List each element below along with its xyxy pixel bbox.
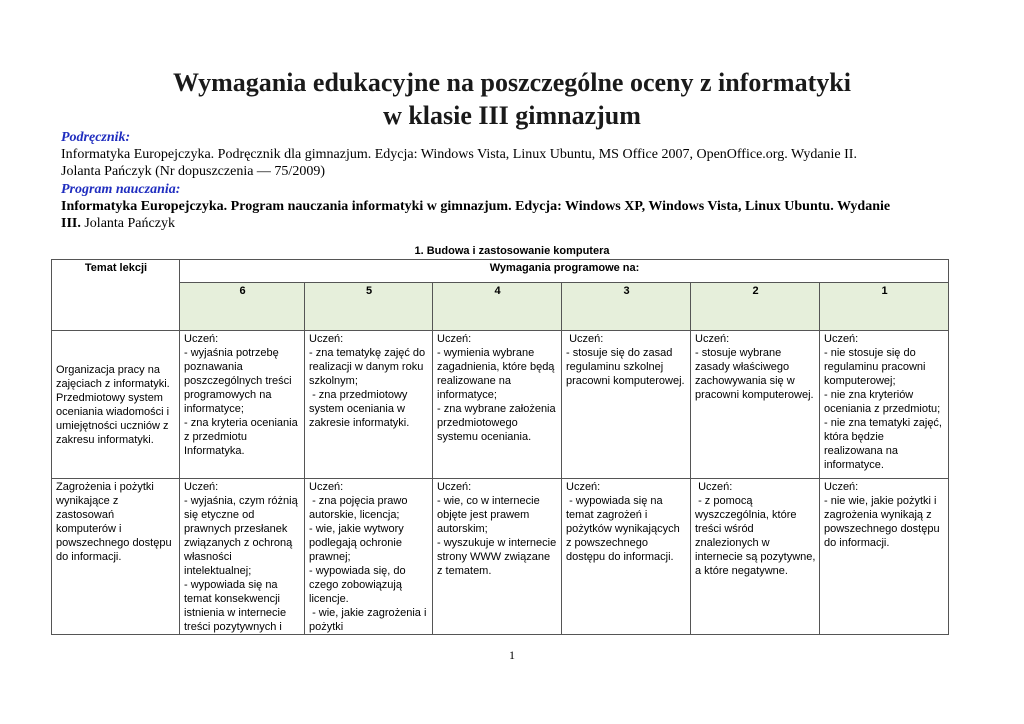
program-text: Informatyka Europejczyka. Program nauczania informatyki w gimnazjum. Edycja: Windows XP, Windows Vista, Linux Ubuntu. Wydanie <box>61 199 891 214</box>
requirement-cell-4: Uczeń: - wie, co w internecie objęte jest prawem autorskim; - wyszukuje w internecie strony WWW związane z tematem. <box>433 479 562 635</box>
textbook-label: Podręcznik: <box>61 130 131 145</box>
grade-header-2: 2 <box>691 283 820 331</box>
textbook-line1: Informatyka Europejczyka. Podręcznik dla gimnazjum. Edycja: Windows Vista, Linux Ubuntu, MS Office 2007, OpenOffice.org. Wydanie II. <box>61 147 857 162</box>
program-edition: III. <box>61 216 81 231</box>
section-title: 1. Budowa i zastosowanie komputera <box>414 245 610 257</box>
page-number: 1 <box>509 648 515 662</box>
document-title-line1: Wymagania edukacyjne na poszczególne oceny z informatyki <box>173 68 851 97</box>
document-title-line2: w klasie III gimnazjum <box>383 101 641 130</box>
textbook-line2: Jolanta Pańczyk (Nr dopuszczenia — 75/2009) <box>61 164 325 179</box>
program-line2 <box>61 215 941 232</box>
requirement-cell-2: Uczeń: - z pomocą wyszczególnia, które treści wśród znalezionych w internecie są pozytywne, a które negatywne. <box>691 479 820 635</box>
program-block <box>61 181 941 232</box>
table-row <box>52 479 949 635</box>
topic-cell: Zagrożenia i pożytki wynikające z zastosowań komputerów i powszechnego dostępu do informacji. <box>52 479 180 635</box>
requirement-cell-4: Uczeń: - wymienia wybrane zagadnienia, które będą realizowane na informatyce; - zna wybrane założenia przedmiotowego systemu oceniania. <box>433 331 562 479</box>
grade-header-3: 3 <box>562 283 691 331</box>
grade-header-5: 5 <box>305 283 433 331</box>
requirements-table <box>51 259 949 635</box>
requirements-header: Wymagania programowe na: <box>180 260 949 283</box>
program-author: Jolanta Pańczyk <box>80 216 175 231</box>
requirement-cell-3: Uczeń: - stosuje się do zasad regulaminu szkolnej pracowni komputerowej. <box>562 331 691 479</box>
requirement-cell-5: Uczeń: - zna tematykę zajęć do realizacji w danym roku szkolnym; - zna przedmiotowy system oceniania w zakresie informatyki. <box>305 331 433 479</box>
grade-header-6: 6 <box>180 283 305 331</box>
topic-cell: Organizacja pracy na zajęciach z informatyki. Przedmiotowy system oceniania wiadomości i umiejętności uczniów z zakresu informatyki. <box>52 331 180 479</box>
grade-header-4: 4 <box>433 283 562 331</box>
table-row <box>52 331 949 479</box>
requirement-cell-1: Uczeń: - nie wie, jakie pożytki i zagrożenia wynikają z powszechnego dostępu do informacji. <box>820 479 949 635</box>
requirement-cell-3: Uczeń: - wypowiada się na temat zagrożeń i pożytków wynikających z powszechnego dostępu do informacji. <box>562 479 691 635</box>
requirement-cell-5: Uczeń: - zna pojęcia prawo autorskie, licencja; - wie, jakie wytwory podlegają ochronie prawnej; - wypowiada się, do czego zobowiązują licencje. - wie, jakie zagrożenia i pożytki <box>305 479 433 635</box>
requirement-cell-6: Uczeń: - wyjaśnia potrzebę poznawania poszczególnych treści programowych na informatyce; - zna kryteria oceniania z przedmiotu Informatyka. <box>180 331 305 479</box>
program-label: Program nauczania: <box>61 182 181 197</box>
requirement-cell-1: Uczeń: - nie stosuje się do regulaminu pracowni komputerowej; - nie zna kryteriów oceniania z przedmiotu; - nie zna tematyki zajęć, która będzie realizowana na informatyce. <box>820 331 949 479</box>
textbook-block <box>61 129 941 180</box>
topic-header: Temat lekcji <box>52 260 180 331</box>
requirement-cell-6: Uczeń: - wyjaśnia, czym różnią się etyczne od prawnych przesłanek związanych z ochroną własności intelektualnej; - wypowiada się na temat konsekwencji istnienia w internecie treści pozytywnych i <box>180 479 305 635</box>
requirement-cell-2: Uczeń: - stosuje wybrane zasady właściwego zachowywania się w pracowni komputerowej. <box>691 331 820 479</box>
grade-header-1: 1 <box>820 283 949 331</box>
